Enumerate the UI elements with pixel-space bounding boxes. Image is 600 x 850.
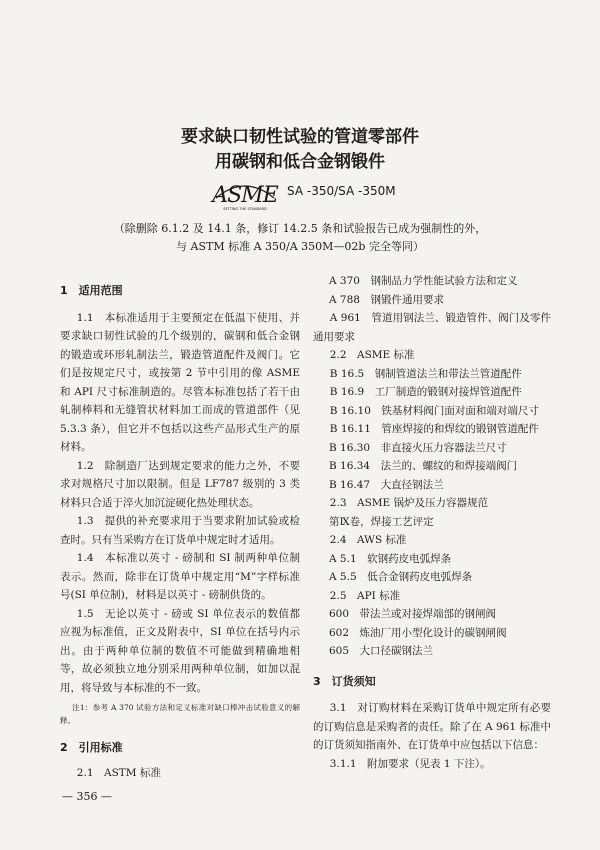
section-3-heading: 3 订货须知 bbox=[313, 674, 376, 688]
ref-b16-10: B 16.10 铁基材料阀门面对面和端对端尺寸 bbox=[329, 404, 539, 417]
ref-b16-11: B 16.11 管座焊接的和焊纹的锻钢管道配件 bbox=[329, 423, 539, 435]
left-column bbox=[60, 282, 300, 782]
scope-note-line2: 与 ASTM 标准 A 350/A 350M—02b 完全等同） bbox=[176, 240, 424, 253]
subsection-2-1: 2.1 ASTM 标准 bbox=[76, 766, 161, 779]
paragraph-1-2: 1.2 除制造厂达到规定要求的能力之外，不要求对规格尺寸加以限制。但是 LF787 级别的 3 类材料只合适于淬火加沉淀硬化热处理状态。 bbox=[60, 459, 300, 509]
ref-a961: A 961 管道用钢法兰、锻造管件、阀门及零件通用要求 bbox=[313, 312, 551, 343]
document-title-line1: 要求缺口韧性试验的管道零部件 bbox=[181, 127, 419, 147]
paragraph-3-1-1: 3.1.1 附加要求（见表 1 下注）。 bbox=[329, 757, 491, 770]
section-2-heading: 2 引用标准 bbox=[60, 741, 123, 754]
scope-note-line1: （除删除 6.1.2 及 14.1 条，修订 14.2.5 条和试验报告已成为强制性的外， bbox=[113, 222, 487, 235]
page-number: — 356 — bbox=[62, 790, 112, 803]
ref-api-600: 600 带法兰或对接焊端部的钢闸阀 bbox=[329, 608, 497, 620]
ref-api-602: 602 炼油厂用小型化设计的碳钢闸阀 bbox=[329, 626, 507, 639]
ref-api-605: 605 大口径碳钢法兰 bbox=[329, 645, 434, 657]
paragraph-1-5: 1.5 无论以英寸 - 磅或 SI 单位表示的数值都应视为标准值，正文及附表中，SI 单位在括号内示出。由于两种单位制的数值不可能做到精确地相等，故必须独立地分别采用两种单位制，如加以混用，将导致与本标准的不一致。 bbox=[60, 607, 300, 694]
subsection-2-2: 2.2 ASME 标准 bbox=[329, 349, 415, 361]
footnote-1: 注1：参考 A 370 试验方法和定义标准对缺口棒冲击试验意义的解释。 bbox=[60, 703, 300, 725]
section-1-heading: 1 适用范围 bbox=[60, 284, 123, 297]
right-column bbox=[313, 272, 551, 773]
standard-number: SA -350/SA -350M bbox=[287, 184, 396, 198]
ref-b16-9: B 16.9 工厂制造的锻钢对接焊管道配件 bbox=[329, 386, 522, 398]
ref-a5-1: A 5.1 软钢药皮电弧焊条 bbox=[329, 552, 452, 565]
ref-b16-5: B 16.5 钢制管道法兰和带法兰管道配件 bbox=[329, 367, 522, 380]
asme-logo-text: ASME bbox=[212, 183, 278, 208]
paragraph-1-4: 1.4 本标准以英寸 - 磅制和 SI 制两种单位制表示。然而，除非在订货单中规定用“M”字样标准号(SI 单位制)，材料是以英寸 - 磅制供货的。 bbox=[60, 552, 300, 601]
asme-logo-tagline: SETTING THE STANDARD bbox=[223, 207, 267, 211]
subsection-2-3: 2.3 ASME 锅炉及压力容器规范 bbox=[329, 497, 489, 509]
subsection-2-4: 2.4 AWS 标准 bbox=[329, 534, 407, 546]
paragraph-3-1: 3.1 对订购材料在采购订货单中规定所有必要的订购信息是采购者的责任。除了在 A 961 标准中的订货须知指南外、在订货单中应包括以下信息： bbox=[313, 702, 551, 751]
ref-a370: A 370 钢制品力学性能试验方法和定义 bbox=[329, 275, 518, 287]
ref-a5-5: A 5.5 低合金钢药皮电弧焊条 bbox=[329, 571, 473, 583]
document-title-line2: 用碳钢和低合金钢锻件 bbox=[215, 152, 385, 172]
ref-b16-47: B 16.47 大直径钢法兰 bbox=[329, 478, 444, 491]
ref-b16-34: B 16.34 法兰的、螺纹的和焊接端阀门 bbox=[329, 460, 518, 472]
ref-b16-30: B 16.30 非直接火压力容器法兰尺寸 bbox=[329, 441, 507, 454]
paragraph-1-1: 1.1 本标准适用于主要预定在低温下使用、并要求缺口韧性试验的几个级别的，碳钢和低合金钢的锻造或环形轧制法兰，锻造管道配件及阀门。它们是按规定尺寸，或按第 2 节中引用的像 ASME 和 API 尺寸标准制造的。尽管本标准包括了若干由轧制棒料和无缝管状材料加工而成的管道部件（见 5.3.3 条），但它并不包括以这些产品形式生产的原材料。 bbox=[60, 311, 300, 453]
asme-logo bbox=[210, 178, 280, 212]
subsection-2-5: 2.5 API 标准 bbox=[329, 589, 401, 602]
paragraph-1-3: 1.3 提供的补充要求用于当要求附加试验或检查时。只有当采购方在订货单中规定时才适用。 bbox=[60, 515, 300, 546]
ref-a788: A 788 钢锻件通用要求 bbox=[329, 293, 444, 306]
ref-asme-section-ix: 第Ⅸ卷，焊接工艺评定 bbox=[329, 515, 434, 528]
